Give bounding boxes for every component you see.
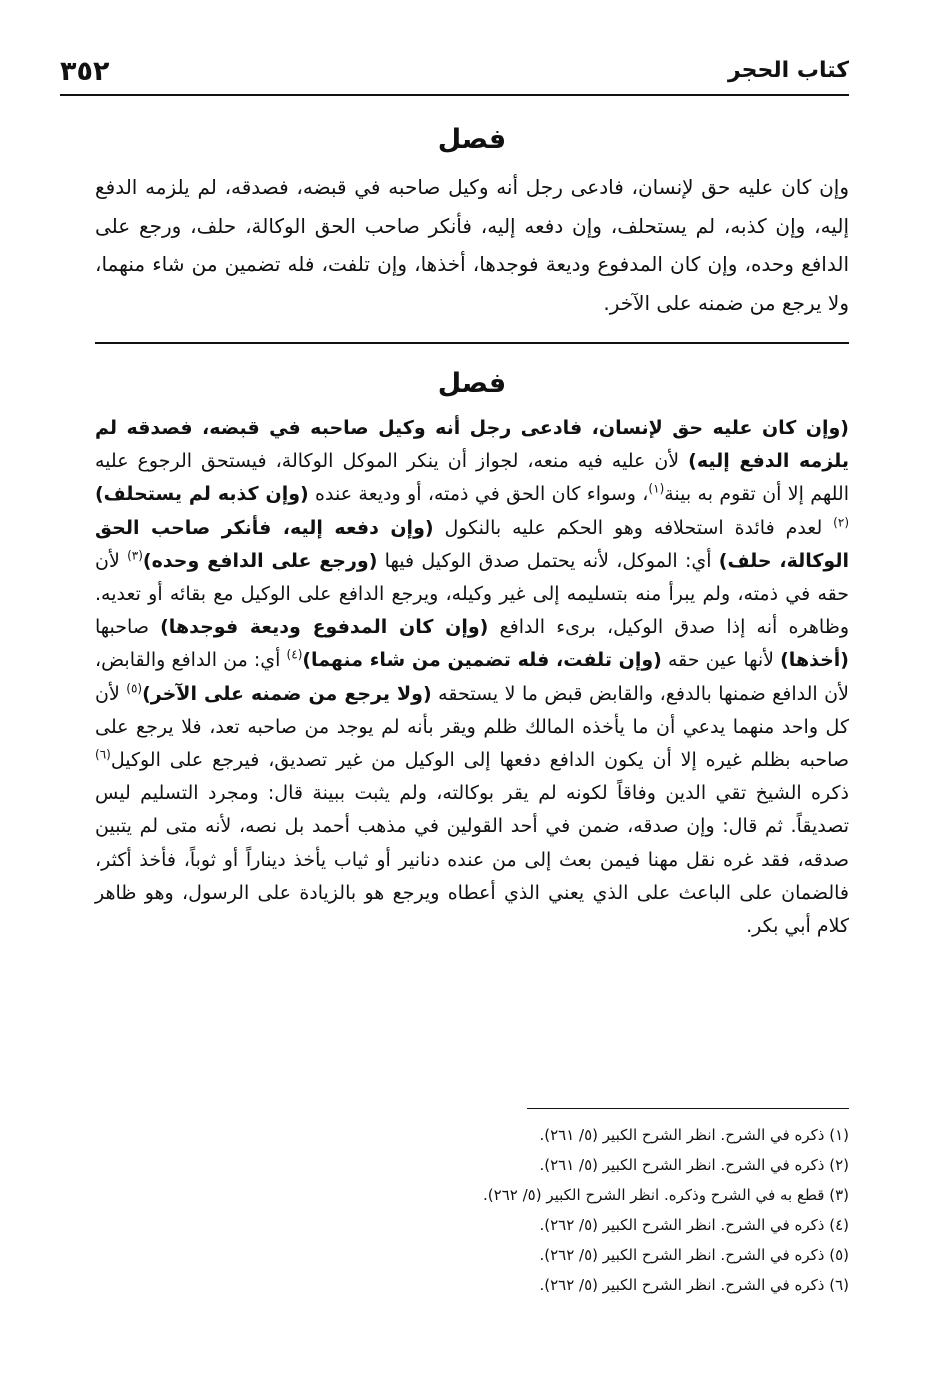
running-title: كتاب الحجر <box>728 58 849 83</box>
footnote-number: (٤) <box>829 1216 849 1234</box>
footnote-number: (٢) <box>829 1156 849 1174</box>
footnote-text: قطع به في الشرح وذكره. انظر الشرح الكبير (٥/ ٢٦٢). <box>483 1186 830 1204</box>
matn-quote: (وإن دفعه إليه، فأنكر صاحب الحق الوكالة، حلف) <box>95 516 849 572</box>
commentary-segment: لأن حقه في ذمته، ولم يبرأ منه بتسليمه إلى غير وكيله، ويرجع الدافع على الوكيل مع بقائه أو تعديه. وظاهره أنه إذا صدق الوكيل، برىء الدافع <box>95 549 849 639</box>
footnote-ref: (٤) <box>286 648 303 663</box>
commentary-segment: لأنها عين حقه <box>661 649 781 672</box>
commentary-segment: ، وسواء كان الحق في ذمته، أو وديعة عنده <box>308 483 649 506</box>
page-number: ٣٥٢ <box>60 56 110 87</box>
footnote-number: (٥) <box>829 1246 849 1264</box>
matn-quote: (وإن تلفت، فله تضمين من شاء منهما) <box>302 649 662 672</box>
footnote-ref: (٥) <box>126 681 143 696</box>
footnote-ref: (٦) <box>95 747 111 762</box>
matn-quote: (وإن كان عليه حق لإنسان، فادعى رجل أنه وكيل صاحبه في قبضه، فصدقه لم يلزمه الدفع إليه) <box>95 417 849 473</box>
matn-quote: (وإن كان المدفوع وديعة فوجدها) <box>160 616 489 639</box>
commentary-text <box>95 412 849 943</box>
commentary-segment: صاحبها <box>95 616 161 639</box>
matn-text: وإن كان عليه حق لإنسان، فادعى رجل أنه وكيل صاحبه في قبضه، فصدقه، لم يلزمه الدفع إليه، وإن كذبه، لم يستحلف، وإن دفعه إليه، فأنكر صاحب الحق الوكالة، حلف، ورجع على الدافع وحده، وإن كان المدفوع وديعة فوجدها، أخذها، وإن تلفت، فله تضمين من شاء منهما، ولا يرجع من ضمنه على الآخر. <box>95 175 849 315</box>
footnote-number: (٣) <box>829 1186 849 1204</box>
commentary-segment: ذكره الشيخ تقي الدين وفاقاً لكونه لم يقر بوكالته، ولم يثبت ببينة قال: ومجرد التسليم ليس تصديقاً. ثم قال: وإن صدقه، ضمن في أحد القولين في مذهب أحمد بل نصه، لأنه متى لم يتبين صدقه، فقد غره نقل مهنا فيمن بعث إلى من عنده دنانير أو ثياب يأخذ ديناراً أو ثوباً، فأخذ أكثر، فالضمان على الباعث على الذي يعني الذي أعطاه ويرجع هو بالزيادة على الرسول، وهو ظاهر كلام أبي بكر. <box>95 782 849 938</box>
footnote-text: ذكره في الشرح. انظر الشرح الكبير (٥/ ٢٦٢). <box>539 1246 830 1264</box>
footnote-ref: (١) <box>648 482 665 497</box>
commentary-segment: أي: الموكل، لأنه يحتمل صدق الوكيل فيها <box>377 549 719 572</box>
footnote-ref: (٣) <box>127 548 143 563</box>
footnote-text: ذكره في الشرح. انظر الشرح الكبير (٥/ ٢٦١). <box>539 1156 830 1174</box>
commentary-segment: أي: من الدافع والقابض، لأن الدافع ضمنها بالدفع، والقابض قبض ما لا يستحقه <box>95 649 849 705</box>
commentary-segment: لأن عليه فيه منعه، لجواز أن ينكر الموكل الوكالة، فيستحق الرجوع عليه اللهم إلا أن تقوم به بينة <box>95 450 849 506</box>
section-title-1: فصل <box>437 124 507 155</box>
footnote-number: (١) <box>829 1126 849 1144</box>
commentary-segment: لأن كل واحد منهما يدعي أن ما يأخذه المالك ظلم ويقر بأنه لم يوجد من صاحبه تعد، فلا يرجع على صاحبه بظلم غيره إلا أن يكون الدافع دفعها إلى الوكيل من غير تصديق، فيرجع على الوكيل <box>95 682 849 772</box>
footnote-item <box>95 1120 849 1150</box>
footnote-item <box>95 1150 849 1180</box>
matn-quote: (ولا يرجع من ضمنه على الآخر) <box>142 682 432 705</box>
matn-quote: (ورجع على الدافع وحده) <box>142 549 378 572</box>
footnote-text: ذكره في الشرح. انظر الشرح الكبير (٥/ ٢٦٢). <box>539 1216 830 1234</box>
matn-quote: (وإن كذبه لم يستحلف) <box>95 483 309 506</box>
page-header <box>60 54 849 96</box>
footnote-number: (٦) <box>829 1276 849 1294</box>
footnotes-list <box>95 1120 849 1300</box>
section-title-2: فصل <box>437 368 507 399</box>
footnote-ref: (٢) <box>833 515 849 530</box>
section-divider <box>95 342 849 344</box>
footnote-item <box>95 1240 849 1270</box>
footnote-item <box>95 1210 849 1240</box>
footnote-item <box>95 1180 849 1210</box>
commentary-segment: لعدم فائدة استحلافه وهو الحكم عليه بالنكول <box>433 516 834 539</box>
footnote-text: ذكره في الشرح. انظر الشرح الكبير (٥/ ٢٦١). <box>539 1126 830 1144</box>
footnote-text: ذكره في الشرح. انظر الشرح الكبير (٥/ ٢٦٢). <box>539 1276 830 1294</box>
matn-quote: (أخذها) <box>780 649 849 672</box>
footnote-divider <box>527 1108 849 1109</box>
footnote-item <box>95 1270 849 1300</box>
